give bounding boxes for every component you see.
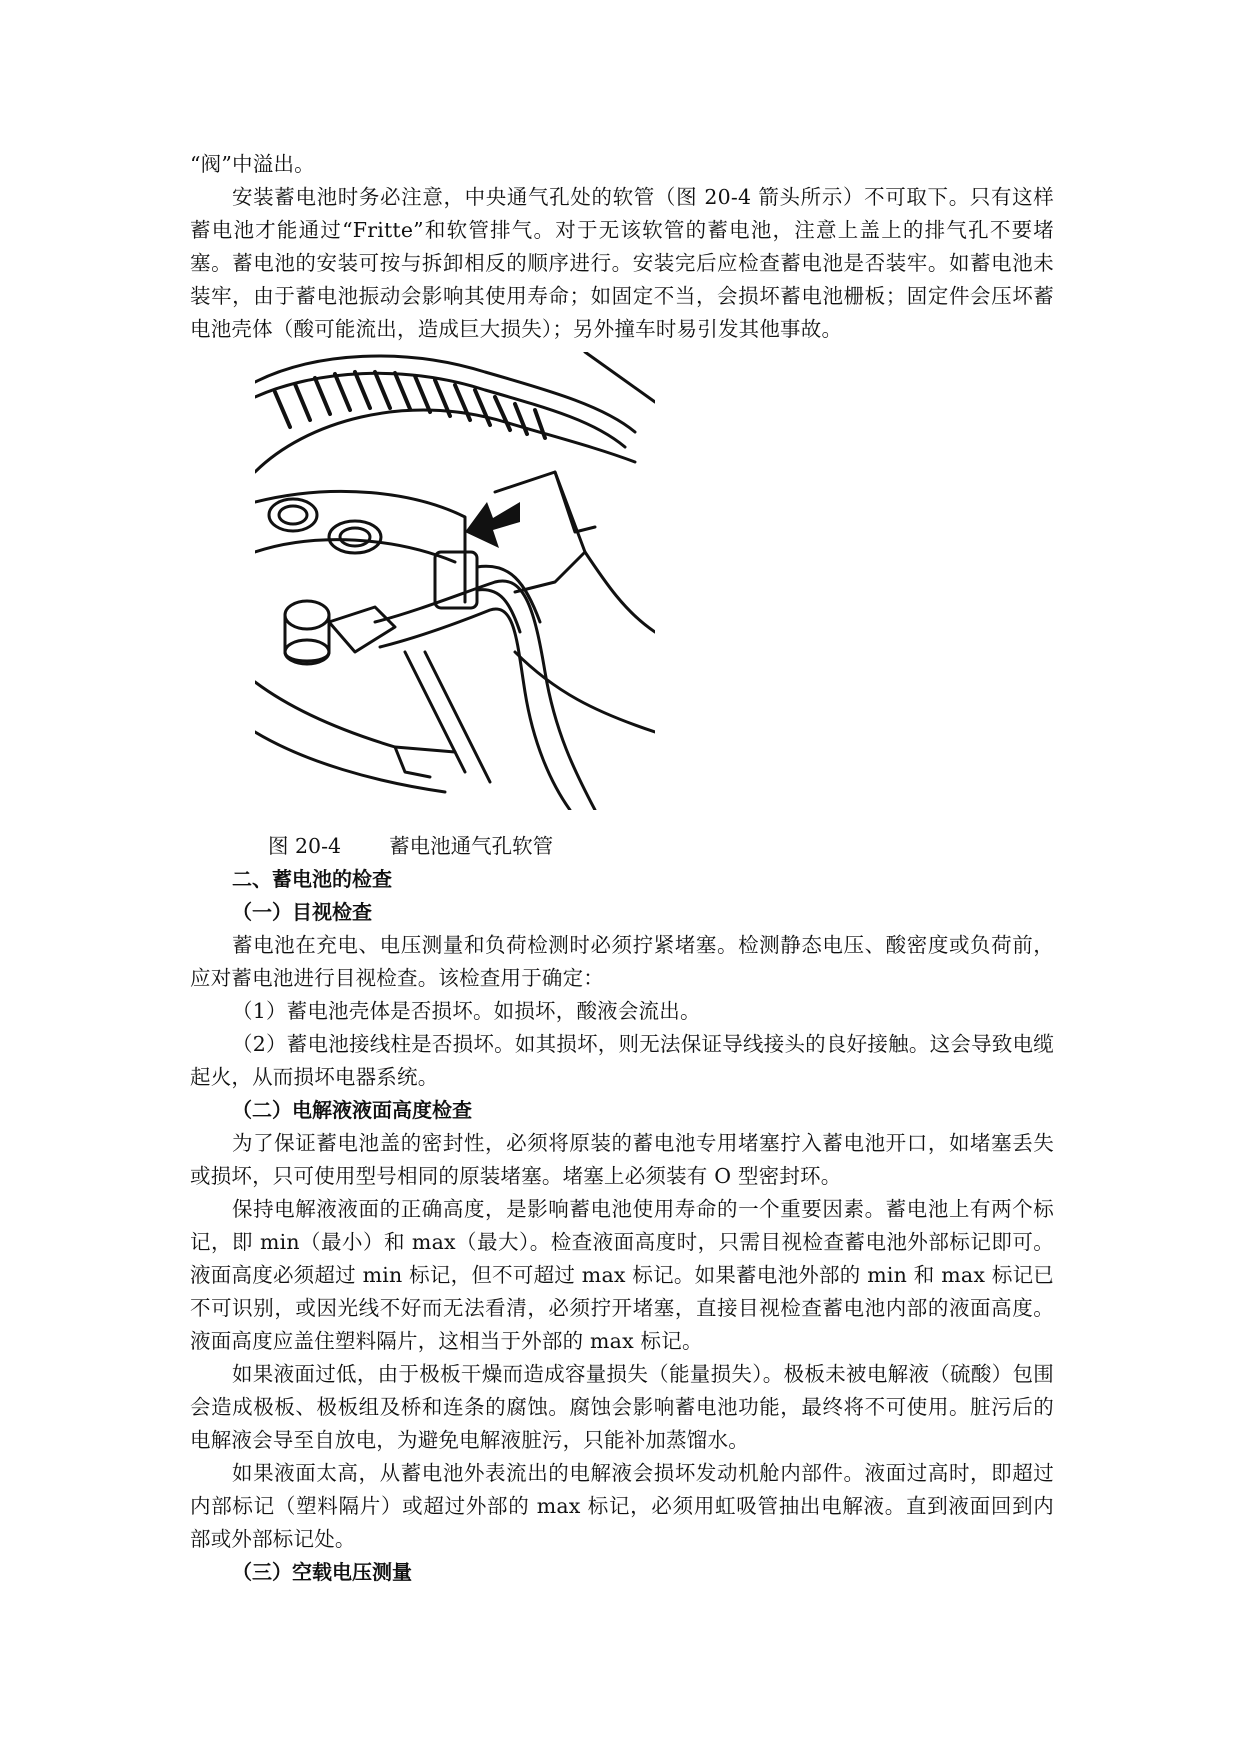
paragraph-level-high: 如果液面太高，从蓄电池外表流出的电解液会损坏发动机舱内部件。液面过高时，即超过内部标记（塑料隔片）或超过外部的 max 标记，必须用虹吸管抽出电解液。直到液面回到内部或外部标记处。 (190, 1461, 1054, 1551)
pointer-arrow (465, 502, 520, 548)
figure-caption (268, 830, 553, 863)
paragraph-continued: “阀”中溢出。 (190, 152, 315, 176)
list-item-2: （2）蓄电池接线柱是否损坏。如其损坏，则无法保证导线接头的良好接触。这会导致电缆起火，从而损坏电器系统。 (190, 1032, 1054, 1089)
subsection-heading-visual-check: （一）目视检查 (232, 900, 372, 924)
section-2 (190, 863, 1054, 1589)
battery-vent-hose-illustration (255, 352, 655, 810)
figure-battery-vent-hose (255, 352, 655, 810)
list-item-1: （1）蓄电池壳体是否损坏。如损坏，酸液会流出。 (232, 999, 701, 1023)
paragraph-plug-seal: 为了保证蓄电池盖的密封性，必须将原装的蓄电池专用堵塞拧入蓄电池开口，如堵塞丢失或损坏，只可使用型号相同的原装堵塞。堵塞上必须装有 O 型密封环。 (190, 1131, 1054, 1188)
paragraph-install-notes: 安装蓄电池时务必注意，中央通气孔处的软管（图 20-4 箭头所示）不可取下。只有这样蓄电池才能通过“Fritte”和软管排气。对于无该软管的蓄电池，注意上盖上的排气孔不要堵塞。蓄电池的安装可按与拆卸相反的顺序进行。安装完后应检查蓄电池是否装牢。如蓄电池未装牢，由于蓄电池振动会影响其使用寿命；如固定不当，会损坏蓄电池栅板；固定件会压坏蓄电池壳体（酸可能流出，造成巨大损失）；另外撞车时易引发其他事故。 (190, 185, 1054, 341)
figure-number: 图 20-4 (268, 834, 342, 858)
subsection-heading-electrolyte-level: （二）电解液液面高度检查 (232, 1098, 472, 1122)
paragraph-level-low: 如果液面过低，由于极板干燥而造成容量损失（能量损失）。极板未被电解液（硫酸）包围会造成极板、极板组及桥和连条的腐蚀。腐蚀会影响蓄电池功能，最终将不可使用。脏污后的电解液会导至自放电，为避免电解液脏污，只能补加蒸馏水。 (190, 1362, 1054, 1452)
section-heading: 二、蓄电池的检查 (232, 867, 392, 891)
paragraph-visual-check: 蓄电池在充电、电压测量和负荷检测时必须拧紧堵塞。检测静态电压、酸密度或负荷前，应对蓄电池进行目视检查。该检查用于确定： (190, 933, 1054, 990)
intro-block (190, 148, 1054, 346)
figure-title: 蓄电池通气孔软管 (389, 834, 554, 858)
paragraph-level-marks: 保持电解液液面的正确高度，是影响蓄电池使用寿命的一个重要因素。蓄电池上有两个标记，即 min（最小）和 max（最大）。检查液面高度时，只需目视检查蓄电池外部标记即可。液面高度必须超过 min 标记，但不可超过 max 标记。如果蓄电池外部的 min 和 max 标记已不可识别，或因光线不好而无法看清，必须拧开堵塞，直接目视检查蓄电池内部的液面高度。液面高度应盖住塑料隔片，这相当于外部的 max 标记。 (190, 1197, 1054, 1353)
subsection-heading-open-circuit-voltage: （三）空载电压测量 (232, 1560, 412, 1584)
